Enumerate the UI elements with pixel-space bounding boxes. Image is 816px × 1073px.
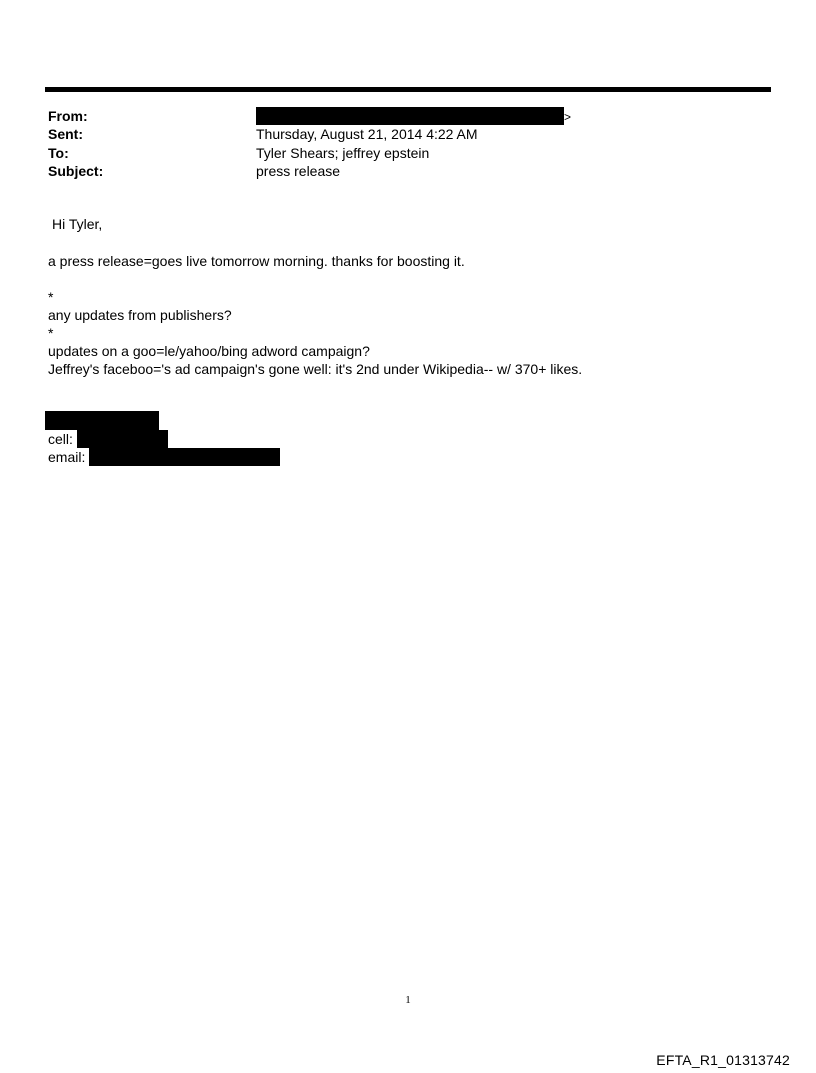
from-suffix: > [564,110,572,124]
subject-value: press release [256,163,341,179]
subject-label: Subject: [48,163,104,179]
redaction-email [89,448,280,466]
body-line-1: a press release=goes live tomorrow morning. thanks for boosting it. [48,253,465,269]
bullet-2: * [48,325,54,341]
sent-value: Thursday, August 21, 2014 4:22 AM [256,126,478,142]
body-line-4: Jeffrey's faceboo='s ad campaign's gone well: it's 2nd under Wikipedia-- w/ 370+ likes. [48,361,583,377]
from-label: From: [48,108,88,124]
redaction-cell [77,430,168,448]
page-number: 1 [405,994,411,1006]
sent-row [48,125,748,143]
bates-number: EFTA_R1_01313742 [656,1052,790,1068]
from-value [256,107,571,126]
cell-label: cell: [48,431,73,447]
redaction-signature-name [45,411,159,430]
subject-row [48,162,748,180]
header-rule [45,87,771,92]
from-row [48,107,748,125]
to-row [48,144,748,162]
email-label: email: [48,449,86,465]
bullet-1: * [48,289,54,305]
to-label: To: [48,145,69,161]
signature-email-row [48,448,280,466]
to-value: Tyler Shears; jeffrey epstein [256,145,430,161]
body-line-2: any updates from publishers? [48,307,232,323]
body-line-3: updates on a goo=le/yahoo/bing adword campaign? [48,343,370,359]
greeting: Hi Tyler, [52,216,103,232]
signature-cell-row [48,430,168,448]
sent-label: Sent: [48,126,83,142]
redaction-from [256,107,564,125]
